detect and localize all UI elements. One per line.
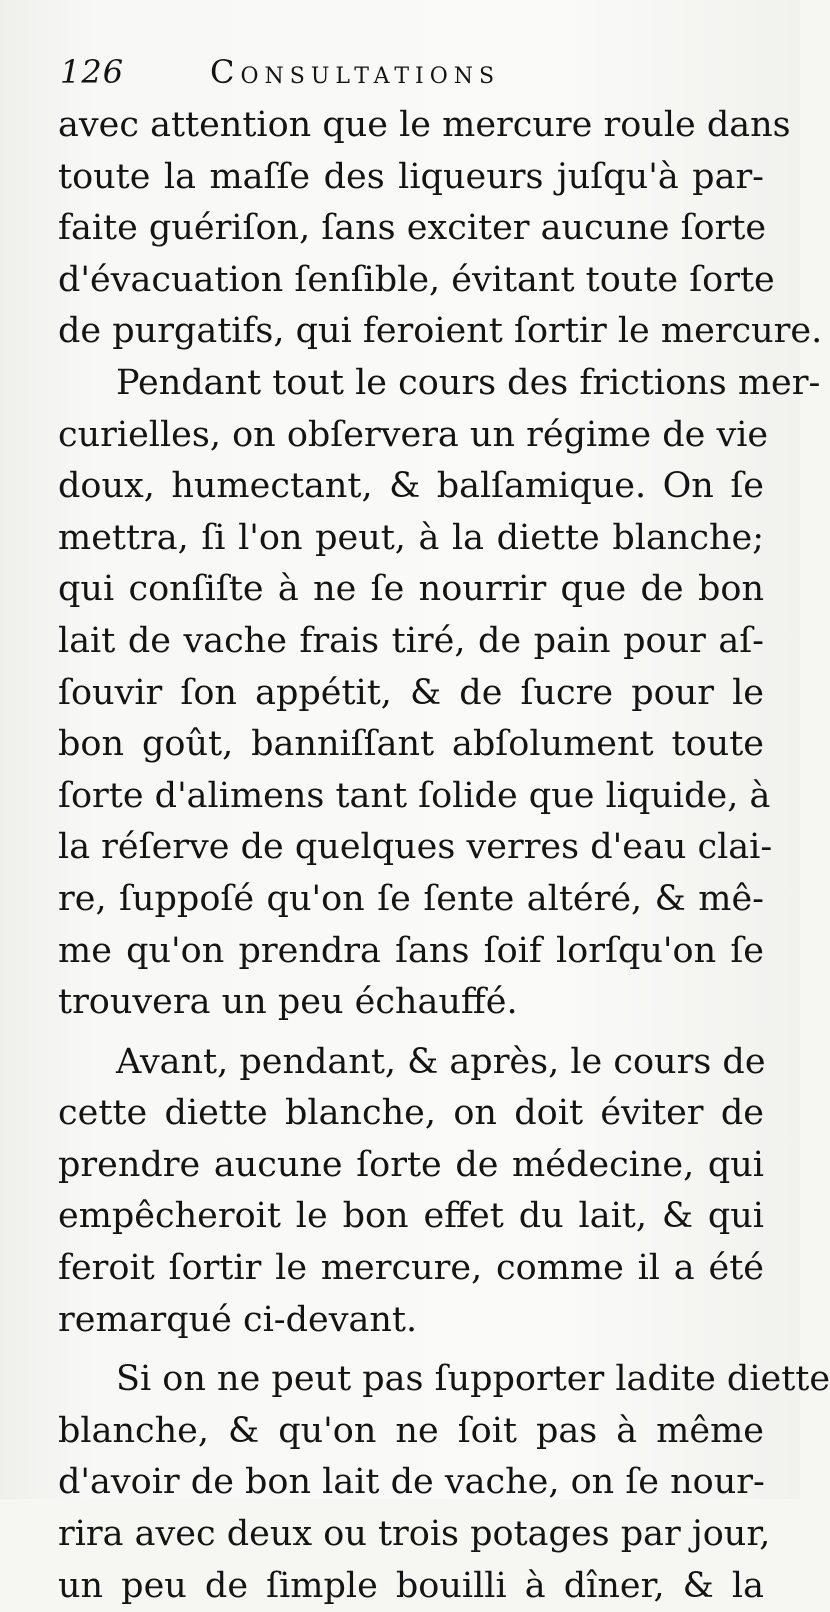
text-line: feroit ſortir le mercure, comme il a été — [58, 1248, 764, 1289]
text-line: avec attention que le mercure roule dans — [58, 105, 791, 145]
paragraph-2 — [58, 358, 821, 1029]
paragraph-3 — [58, 1037, 764, 1347]
text-line: la réſerve de quelques verres d'eau clai- — [58, 827, 773, 868]
text-line: toute la maſſe des liqueurs juſqu'à par- — [58, 156, 764, 197]
text-line: Si on ne peut pas ſupporter ladite diette — [116, 1359, 830, 1400]
text-line: blanche, & qu'on ne ſoit pas à même — [58, 1410, 764, 1451]
paragraph-1 — [58, 100, 823, 358]
text-line: lait de vache frais tiré, de pain pour aſ- — [58, 620, 764, 661]
paragraph-gap — [58, 1346, 764, 1354]
text-line: curielles, on obſervera un régime de vie — [58, 414, 769, 455]
text-line: trouvera un peu échauffé. — [58, 982, 518, 1023]
text-line: d'avoir de bon lait de vache, on ſe nour- — [58, 1462, 765, 1503]
text-line: re, ſuppoſé qu'on ſe ſente altéré, & mê- — [58, 878, 764, 919]
text-line: cette diette blanche, on doit éviter de — [58, 1093, 764, 1134]
text-line: de purgatifs, qui feroient ſortir le mercure. — [58, 311, 823, 352]
text-line: ſouvir ſon appétit, & de ſucre pour le — [58, 672, 764, 713]
text-line: mettra, ſi l'on peut, à la diette blanche; — [58, 517, 764, 558]
text-line: empêcheroit le bon effet du lait, & qui — [58, 1196, 764, 1237]
text-line: rira avec deux ou trois potages par jour, — [58, 1514, 771, 1555]
text-line: Pendant tout le cours des frictions mer- — [116, 362, 821, 403]
text-line: remarqué ci-devant. — [58, 1299, 418, 1340]
paragraph-gap — [58, 1029, 764, 1037]
text-line: un peu de ſimple bouilli à dîner, & la — [58, 1565, 764, 1606]
text-line: me qu'on prendra ſans ſoif lorſqu'on ſe — [58, 930, 764, 971]
text-line: d'évacuation ſenſible, évitant toute ſorte — [58, 259, 775, 300]
text-line: doux, humectant, & balſamique. On ſe — [58, 466, 764, 507]
page-number: 126 — [60, 53, 125, 91]
text-line: prendre aucune ſorte de médecine, qui — [58, 1144, 764, 1185]
text-line: ſorte d'alimens tant ſolide que liquide, à — [58, 775, 771, 816]
paragraph-4 — [58, 1354, 830, 1612]
running-head: Consultations — [210, 53, 501, 91]
page-header — [60, 52, 780, 100]
body-text — [58, 100, 830, 1612]
text-line: bon goût, banniſſant abſolument toute — [58, 724, 764, 765]
text-line: faite guériſon, ſans exciter aucune ſorte — [58, 208, 767, 249]
text-line: Avant, pendant, & après, le cours de — [116, 1041, 766, 1082]
text-line: qui conſiſte à ne ſe nourrir que de bon — [58, 569, 764, 610]
